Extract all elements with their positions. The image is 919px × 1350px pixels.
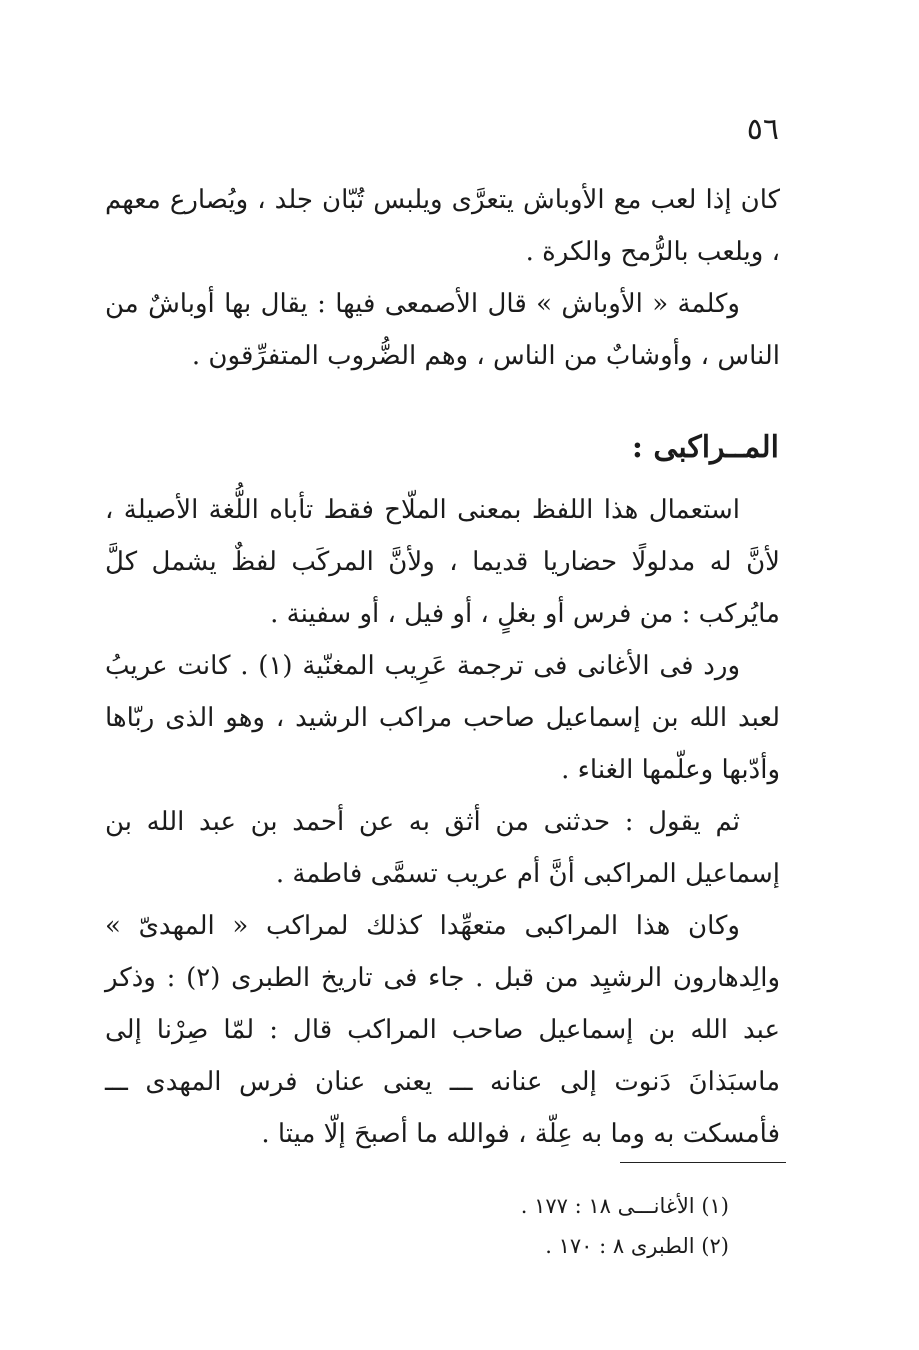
- paragraph-awbash-play: كان إذا لعب مع الأوباش يتعرَّى ويلبس تُبّان جلد ، ويُصارع معهم ، ويلعب بالرُّمح والكرة .: [105, 185, 780, 267]
- paragraph-narration: ثم يقول : حدثنى من أثق به عن أحمد بن عبد الله بن إسماعيل المراكبى أنَّ أم عريب تسمَّى فاطمة .: [105, 807, 780, 889]
- section-heading: المــراكبى :: [631, 430, 779, 465]
- paragraph-aghani: ورد فى الأغانى فى ترجمة عَرِيب المغنّية (١) . كانت عريبُ لعبد الله بن إسماعيل صاحب مراكب الرشيد ، وهو الذى ربّاها وأدّبها وعلّمها الغناء .: [105, 651, 780, 785]
- footnote-2: (٢) الطبرى ٨ : ١٧٠ .: [545, 1234, 729, 1258]
- page-number: ٥٦: [746, 112, 779, 147]
- footnote-divider: [620, 1162, 786, 1163]
- paragraph-tabari: وكان هذا المراكبى متعهِّدا كذلك لمراكب « المهدىّ » والِدهارون الرشيِد من قبل . جاء فى تاريخ الطبرى (٢) : وذكر عبد الله بن إسماعيل صاحب المراكب قال : لمّا صِرْنا إلى ماسبَذانَ دَنوت إلى عنانه ـــ يعنى عنان فرس المهدى ـــ فأمسكت به وما به عِلّة ، فوالله ما أصبحَ إلّا ميتا .: [105, 911, 780, 1149]
- footnotes: [521, 1186, 729, 1266]
- footnote-1: (١) الأغانـــى ١٨ : ١٧٧ .: [520, 1194, 729, 1218]
- opening-text: [105, 174, 780, 382]
- paragraph-awbash-definition: وكلمة « الأوباش » قال الأصمعى فيها : يقال بها أوباشٌ من الناس ، وأوشابٌ من الناس ، وهم الضُّروب المتفرِّقون .: [105, 289, 780, 371]
- section-body: [105, 484, 780, 1160]
- paragraph-usage: استعمال هذا اللفظ بمعنى الملّاح فقط تأباه اللُّغة الأصيلة ، لأنَّ له مدلولًا حضاريا قديما ، ولأنَّ المركَب لفظٌ يشمل كلَّ مايُركب : من فرس أو بغلٍ ، أو فيل ، أو سفينة .: [105, 495, 780, 629]
